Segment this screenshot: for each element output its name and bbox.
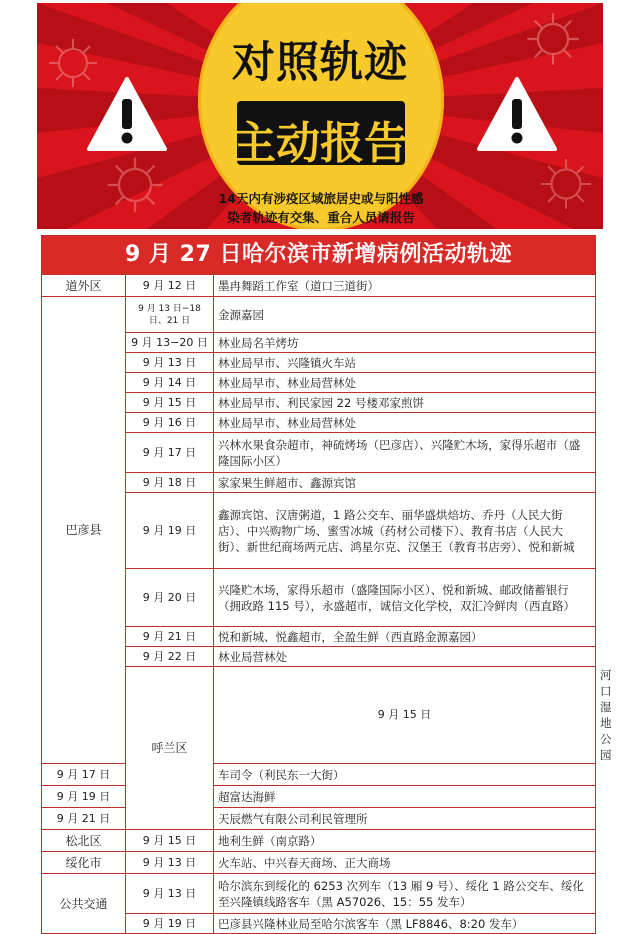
district-cell: 呼兰区 xyxy=(126,667,214,830)
table-row xyxy=(42,433,596,473)
date-cell: 9 月 22 日 xyxy=(126,647,214,667)
table-row xyxy=(42,808,596,830)
banner-title: 对照轨迹 xyxy=(232,38,408,88)
place-cell: 林业局名羊烤坊 xyxy=(214,333,596,353)
banner-subtitle-line: 染者轨迹有交集、重合人员请报告 xyxy=(227,210,415,225)
place-cell: 超富达海鲜 xyxy=(214,786,596,808)
place-cell: 林业局早市、林业局营林处 xyxy=(214,413,596,433)
place-cell: 金源嘉园 xyxy=(214,297,596,333)
place-cell: 车司令（利民东一大街） xyxy=(214,764,596,786)
place-cell: 哈尔滨东到绥化的 6253 次列车（13 厢 9 号）、绥化 1 路公交车、绥化至兴隆镇线路客车（黑 A57026、15：55 发车） xyxy=(214,874,596,914)
table-row xyxy=(42,373,596,393)
banner-subtitle-line: 14天内有涉疫区域旅居史或与阳性感 xyxy=(218,191,424,206)
date-cell: 9 月 14 日 xyxy=(126,373,214,393)
table-row xyxy=(42,493,596,569)
table-row xyxy=(42,569,596,627)
date-cell: 9 月 20 日 xyxy=(126,569,214,627)
place-cell: 兴隆贮木场，家得乐超市（盛隆国际小区）、悦和新城、邮政储蓄银行（拥政路 115 号），永盛超市，诚信文化学校，双汇冷鲜肉（西直路） xyxy=(214,569,596,627)
place-cell: 林业局营林处 xyxy=(214,647,596,667)
date-cell: 9 月 13 日−18 日、21 日 xyxy=(126,297,214,333)
date-cell: 9 月 13 日 xyxy=(126,353,214,373)
place-cell: 天辰燃气有限公司利民管理所 xyxy=(214,808,596,830)
place-cell: 墨冉舞蹈工作室（道口三道街） xyxy=(214,275,596,297)
district-cell: 松北区 xyxy=(42,830,126,852)
place-cell: 悦和新城、悦鑫超市，全盈生鲜（西直路金源嘉园） xyxy=(214,627,596,647)
date-cell: 9 月 17 日 xyxy=(126,433,214,473)
table-row xyxy=(42,852,596,874)
table-row xyxy=(42,627,596,647)
date-cell: 9 月 18 日 xyxy=(126,473,214,493)
table-row xyxy=(42,647,596,667)
table-row xyxy=(42,393,596,413)
place-cell: 巴彦县兴隆林业局至哈尔滨客车（黑 LF8846、8:20 发车） xyxy=(214,914,596,934)
trajectory-table xyxy=(41,235,612,934)
district-cell: 公共交通 xyxy=(42,874,126,934)
table-title: 9 月 27 日哈尔滨市新增病例活动轨迹 xyxy=(42,236,596,275)
table-row xyxy=(42,764,596,786)
date-cell: 9 月 13−20 日 xyxy=(126,333,214,353)
table-row xyxy=(42,333,596,353)
banner-title-highlight: 主动报告 xyxy=(232,118,408,169)
place-cell: 林业局早市、利民家园 22 号楼邓家煎饼 xyxy=(214,393,596,413)
table-row xyxy=(42,297,596,333)
date-cell: 9 月 16 日 xyxy=(126,413,214,433)
place-cell: 林业局早市、林业局营林处 xyxy=(214,373,596,393)
table-row xyxy=(42,275,596,297)
date-cell: 9 月 19 日 xyxy=(126,914,214,934)
table-row xyxy=(42,830,596,852)
district-cell: 道外区 xyxy=(42,275,126,297)
date-cell: 9 月 12 日 xyxy=(126,275,214,297)
table-row xyxy=(42,914,596,934)
table-row xyxy=(42,353,596,373)
date-cell: 9 月 21 日 xyxy=(42,808,126,830)
table-row xyxy=(42,473,596,493)
table-row xyxy=(42,786,596,808)
table-row xyxy=(42,874,596,914)
banner-subtitle xyxy=(205,189,437,227)
place-cell: 鑫源宾馆、汉唐粥道，1 路公交车、丽华盛烘焙坊、乔丹（人民大街店）、中兴购物广场、蜜雪冰城（药材公司楼下）、教育书店（人民大街）、新世纪商场两元店、鸿星尔克、汉堡王（教育书店旁）、悦和新城 xyxy=(214,493,596,569)
place-cell: 兴林水果食杂超市，神硫烤场（巴彦店）、兴隆贮木场，家得乐超市（盛隆国际小区） xyxy=(214,433,596,473)
date-cell: 9 月 13 日 xyxy=(126,874,214,914)
date-cell: 9 月 15 日 xyxy=(214,667,596,764)
table-row: 呼兰区 9 月 15 日 河口湿地公园 xyxy=(42,667,596,764)
place-cell: 地利生鲜（南京路） xyxy=(214,830,596,852)
date-cell: 9 月 15 日 xyxy=(126,830,214,852)
date-cell: 9 月 13 日 xyxy=(126,852,214,874)
date-cell: 9 月 15 日 xyxy=(126,393,214,413)
table-row xyxy=(42,413,596,433)
date-cell: 9 月 19 日 xyxy=(42,786,126,808)
place-cell: 林业局早市、兴隆镇火车站 xyxy=(214,353,596,373)
place-cell: 火车站、中兴春天商场、正大商场 xyxy=(214,852,596,874)
place-cell: 家家果生鲜超市、鑫源宾馆 xyxy=(214,473,596,493)
date-cell: 9 月 21 日 xyxy=(126,627,214,647)
date-cell: 9 月 19 日 xyxy=(126,493,214,569)
date-cell: 9 月 17 日 xyxy=(42,764,126,786)
header-banner xyxy=(37,3,603,229)
district-cell: 绥化市 xyxy=(42,852,126,874)
district-cell: 巴彦县 xyxy=(42,297,126,764)
